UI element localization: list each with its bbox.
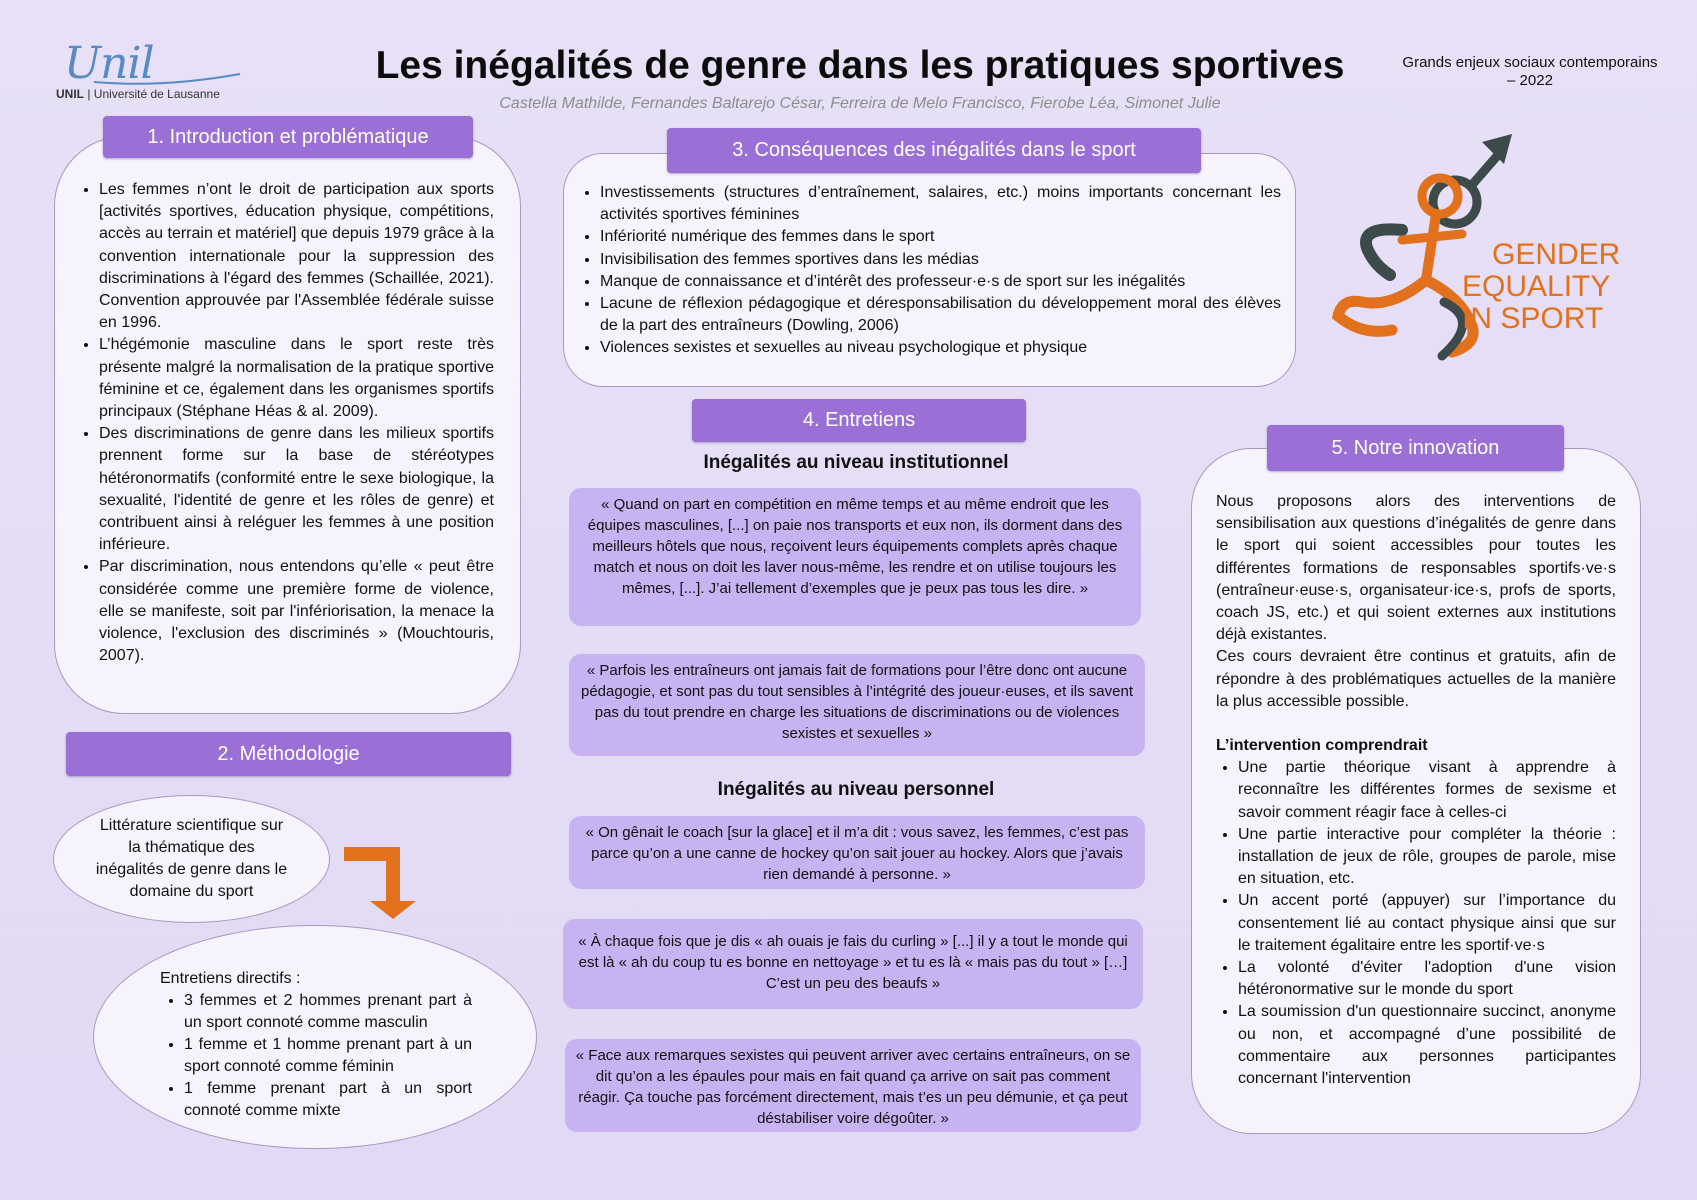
intro-heading: 1. Introduction et problématique — [103, 116, 473, 158]
list-item: • 3 femmes et 2 hommes prenant part à un sport connoté comme masculin — [184, 990, 472, 1034]
poster-title: Les inégalités de genre dans les pratiques sportives — [375, 44, 1345, 87]
list-item: • Infériorité numérique des femmes dans le sport — [600, 226, 1281, 248]
interviews-ellipse — [93, 925, 537, 1149]
list-item: • L’hégémonie masculine dans le sport reste très présente malgré la normalisation de la pratique sportive féminine et ce, également dans les organismes sportifs principaux (Stéphane Héas & al. 2009). — [99, 334, 494, 423]
arrow-down-icon — [340, 843, 422, 921]
unil-swoosh-icon — [92, 68, 242, 88]
interviews-title: Entretiens directifs : — [160, 970, 301, 987]
quote-card: « Parfois les entraîneurs ont jamais fait de formations pour l’être donc ont aucune pédagogie, et sont pas du tout sensibles à l’intégrité des joueur·euses, et ils savent pas du tout prendre en charge les situations de discriminations ou de violences sexistes et sexuelles » — [569, 654, 1145, 756]
list-item: • 1 femme et 1 homme prenant part à un sport connoté comme féminin — [184, 1034, 472, 1078]
intro-list — [77, 179, 494, 667]
course-info: Grands enjeux sociaux contemporains – 2022 — [1402, 54, 1658, 89]
list-item: • Lacune de réflexion pédagogique et déresponsabilisation du développement moral des élèves de la part des entraîneurs (Dowling, 2006) — [600, 293, 1281, 337]
personal-title: Inégalités au niveau personnel — [717, 779, 995, 800]
list-item: • Des discriminations de genre dans les milieux sportifs prennent forme sur la base de stéréotypes hétéronormatifs (conformité entre le sexe biologique, la sexualité, l'identité de genre et les rôles de genre) et contribuent ainsi à reléguer les femmes à une position inférieure. — [99, 423, 494, 556]
consequences-list — [578, 182, 1281, 360]
logo-line2: EQUALITY — [1462, 270, 1611, 303]
innovation-list — [1216, 757, 1616, 1090]
logo-line1: GENDER — [1492, 238, 1621, 271]
poster-authors: Castella Mathilde, Fernandes Baltarejo César, Ferreira de Melo Francisco, Fierobe Léa, Simonet Julie — [499, 95, 1221, 112]
innovation-paragraph: Nous proposons alors des interventions de sensibilisation aux questions d’inégalités de genre dans le sport qui soient accessibles pour toutes les différentes formations de responsables sportifs·ve·s (entraîneur·euse·s, organisateur·ice·s, profs de sports, coach JS, etc.) et qui soient externes aux institutions déjà existantes. — [1216, 493, 1616, 644]
literature-ellipse — [53, 795, 330, 923]
quote-card: « Face aux remarques sexistes qui peuvent arriver avec certains entraîneurs, on se dit qu’on a les épaules pour mais en fait quand ça arrive on sait pas comment réagir. Ça touche pas forcément directement, mais t’es un peu démunie, et ça peut déstabiliser voire dégoûter. » — [565, 1039, 1141, 1132]
list-item: • Les femmes n’ont le droit de participation aux sports [activités sportives, éducation physique, compétitions, accès au terrain et matériel] que depuis 1979 grâce à la convention internationale pour la suppression des discriminations à l'égard des femmes (Schaillée, 2021). Convention approuvée par l'Assemblée fédérale suisse en 1996. — [99, 179, 494, 334]
list-item: • Invisibilisation des femmes sportives dans les médias — [600, 249, 1281, 271]
interviews-list — [162, 990, 472, 1122]
intro-panel — [54, 136, 521, 714]
innovation-paragraph: Ces cours devraient être continus et gratuits, afin de répondre à des problématiques actuelles de la manière la plus accessible possible. — [1216, 648, 1616, 710]
innovation-list-title: L’intervention comprendrait — [1216, 737, 1428, 755]
list-item: • Investissements (structures d’entraînement, salaires, etc.) moins importants concernant les activités sportives féminines — [600, 182, 1281, 226]
quote-card: « À chaque fois que je dis « ah ouais je fais du curling » [...] il y a tout le monde qui est là « ah du coup tu es bonne en nettoyage » et tu es là « mais pas du tout » […] C’est un peu des beaufs » — [563, 919, 1143, 1009]
unil-logo — [52, 38, 242, 108]
runner-torso-icon — [1426, 214, 1436, 280]
list-item: • Une partie interactive pour compléter la théorie : installation de jeux de rôle, groupes de parole, mise en situation, etc. — [1238, 824, 1616, 891]
list-item: • Manque de connaissance et d’intérêt des professeur·e·s de sport sur les inégalités — [600, 271, 1281, 293]
consequences-panel — [563, 153, 1296, 387]
runner-cross-icon — [1402, 234, 1462, 240]
institutional-title: Inégalités au niveau institutionnel — [703, 452, 1009, 473]
quote-card: « Quand on part en compétition en même temps et au même endroit que les équipes masculines, [...] on paie nos transports et eux non, ils dorment dans des meilleurs hôtels que nous, reçoivent leurs équipements complets après chaque match et nous on doit les laver nous-même, les rendre et on utilise toujours les mêmes, [...]. J’ai tellement d’exemples que je peux pas tous les dire. » — [569, 488, 1141, 626]
list-item: • La volonté d'éviter l'adoption d'une vision hétéronormative sur le monde du sport — [1238, 957, 1616, 1001]
list-item: • Une partie théorique visant à apprendre à reconnaître les différentes formes de sexisme et savoir comment réagir face à celles-ci — [1238, 757, 1616, 824]
unil-logo-wordmark: Unil — [64, 38, 154, 89]
quote-card: « On gênait le coach [sur la glace] et il m’a dit : vous savez, les femmes, c’est pas parce qu’on a une canne de hockey qu’on sait jouer au hockey. Alors que j’avais rien demandé à personne. » — [569, 816, 1145, 889]
unil-logo-caption: UNIL | Université de Lausanne — [56, 87, 220, 101]
runner-leg-back-icon — [1338, 280, 1426, 331]
list-item: • Un accent porté (appuyer) sur l’importance du consentement lié au contact physique ainsi que sur le traitement égalitaire entre les sportif·ve·s — [1238, 890, 1616, 957]
list-item: • 1 femme prenant part à un sport connoté comme mixte — [184, 1078, 472, 1122]
innovation-panel — [1191, 448, 1641, 1134]
consequences-heading: 3. Conséquences des inégalités dans le sport — [667, 128, 1201, 173]
list-item: • Par discrimination, nous entendons qu’elle « peut être considérée comme une première forme de violence, elle se manifeste, soit par l'infériorisation, la menace la violence, l'exclusion des discriminés » (Mouchtouris, 2007). — [99, 556, 494, 667]
literature-text: Littérature scientifique sur la thématique des inégalités de genre dans le domaine du sport — [95, 817, 288, 900]
figure-arm-icon — [1366, 229, 1402, 275]
list-item: • La soumission d'un questionnaire succinct, anonyme ou non, et accompagné d’une possibilité de commentaire aux personnes participantes concernant l'intervention — [1238, 1001, 1616, 1090]
logo-line3: IN SPORT — [1462, 302, 1604, 335]
gender-equality-logo — [1332, 130, 1621, 386]
list-item: • Violences sexistes et sexuelles au niveau psychologique et physique — [600, 337, 1281, 359]
interviews-heading: 4. Entretiens — [692, 399, 1026, 442]
innovation-heading: 5. Notre innovation — [1267, 425, 1564, 471]
method-heading: 2. Méthodologie — [66, 732, 511, 776]
